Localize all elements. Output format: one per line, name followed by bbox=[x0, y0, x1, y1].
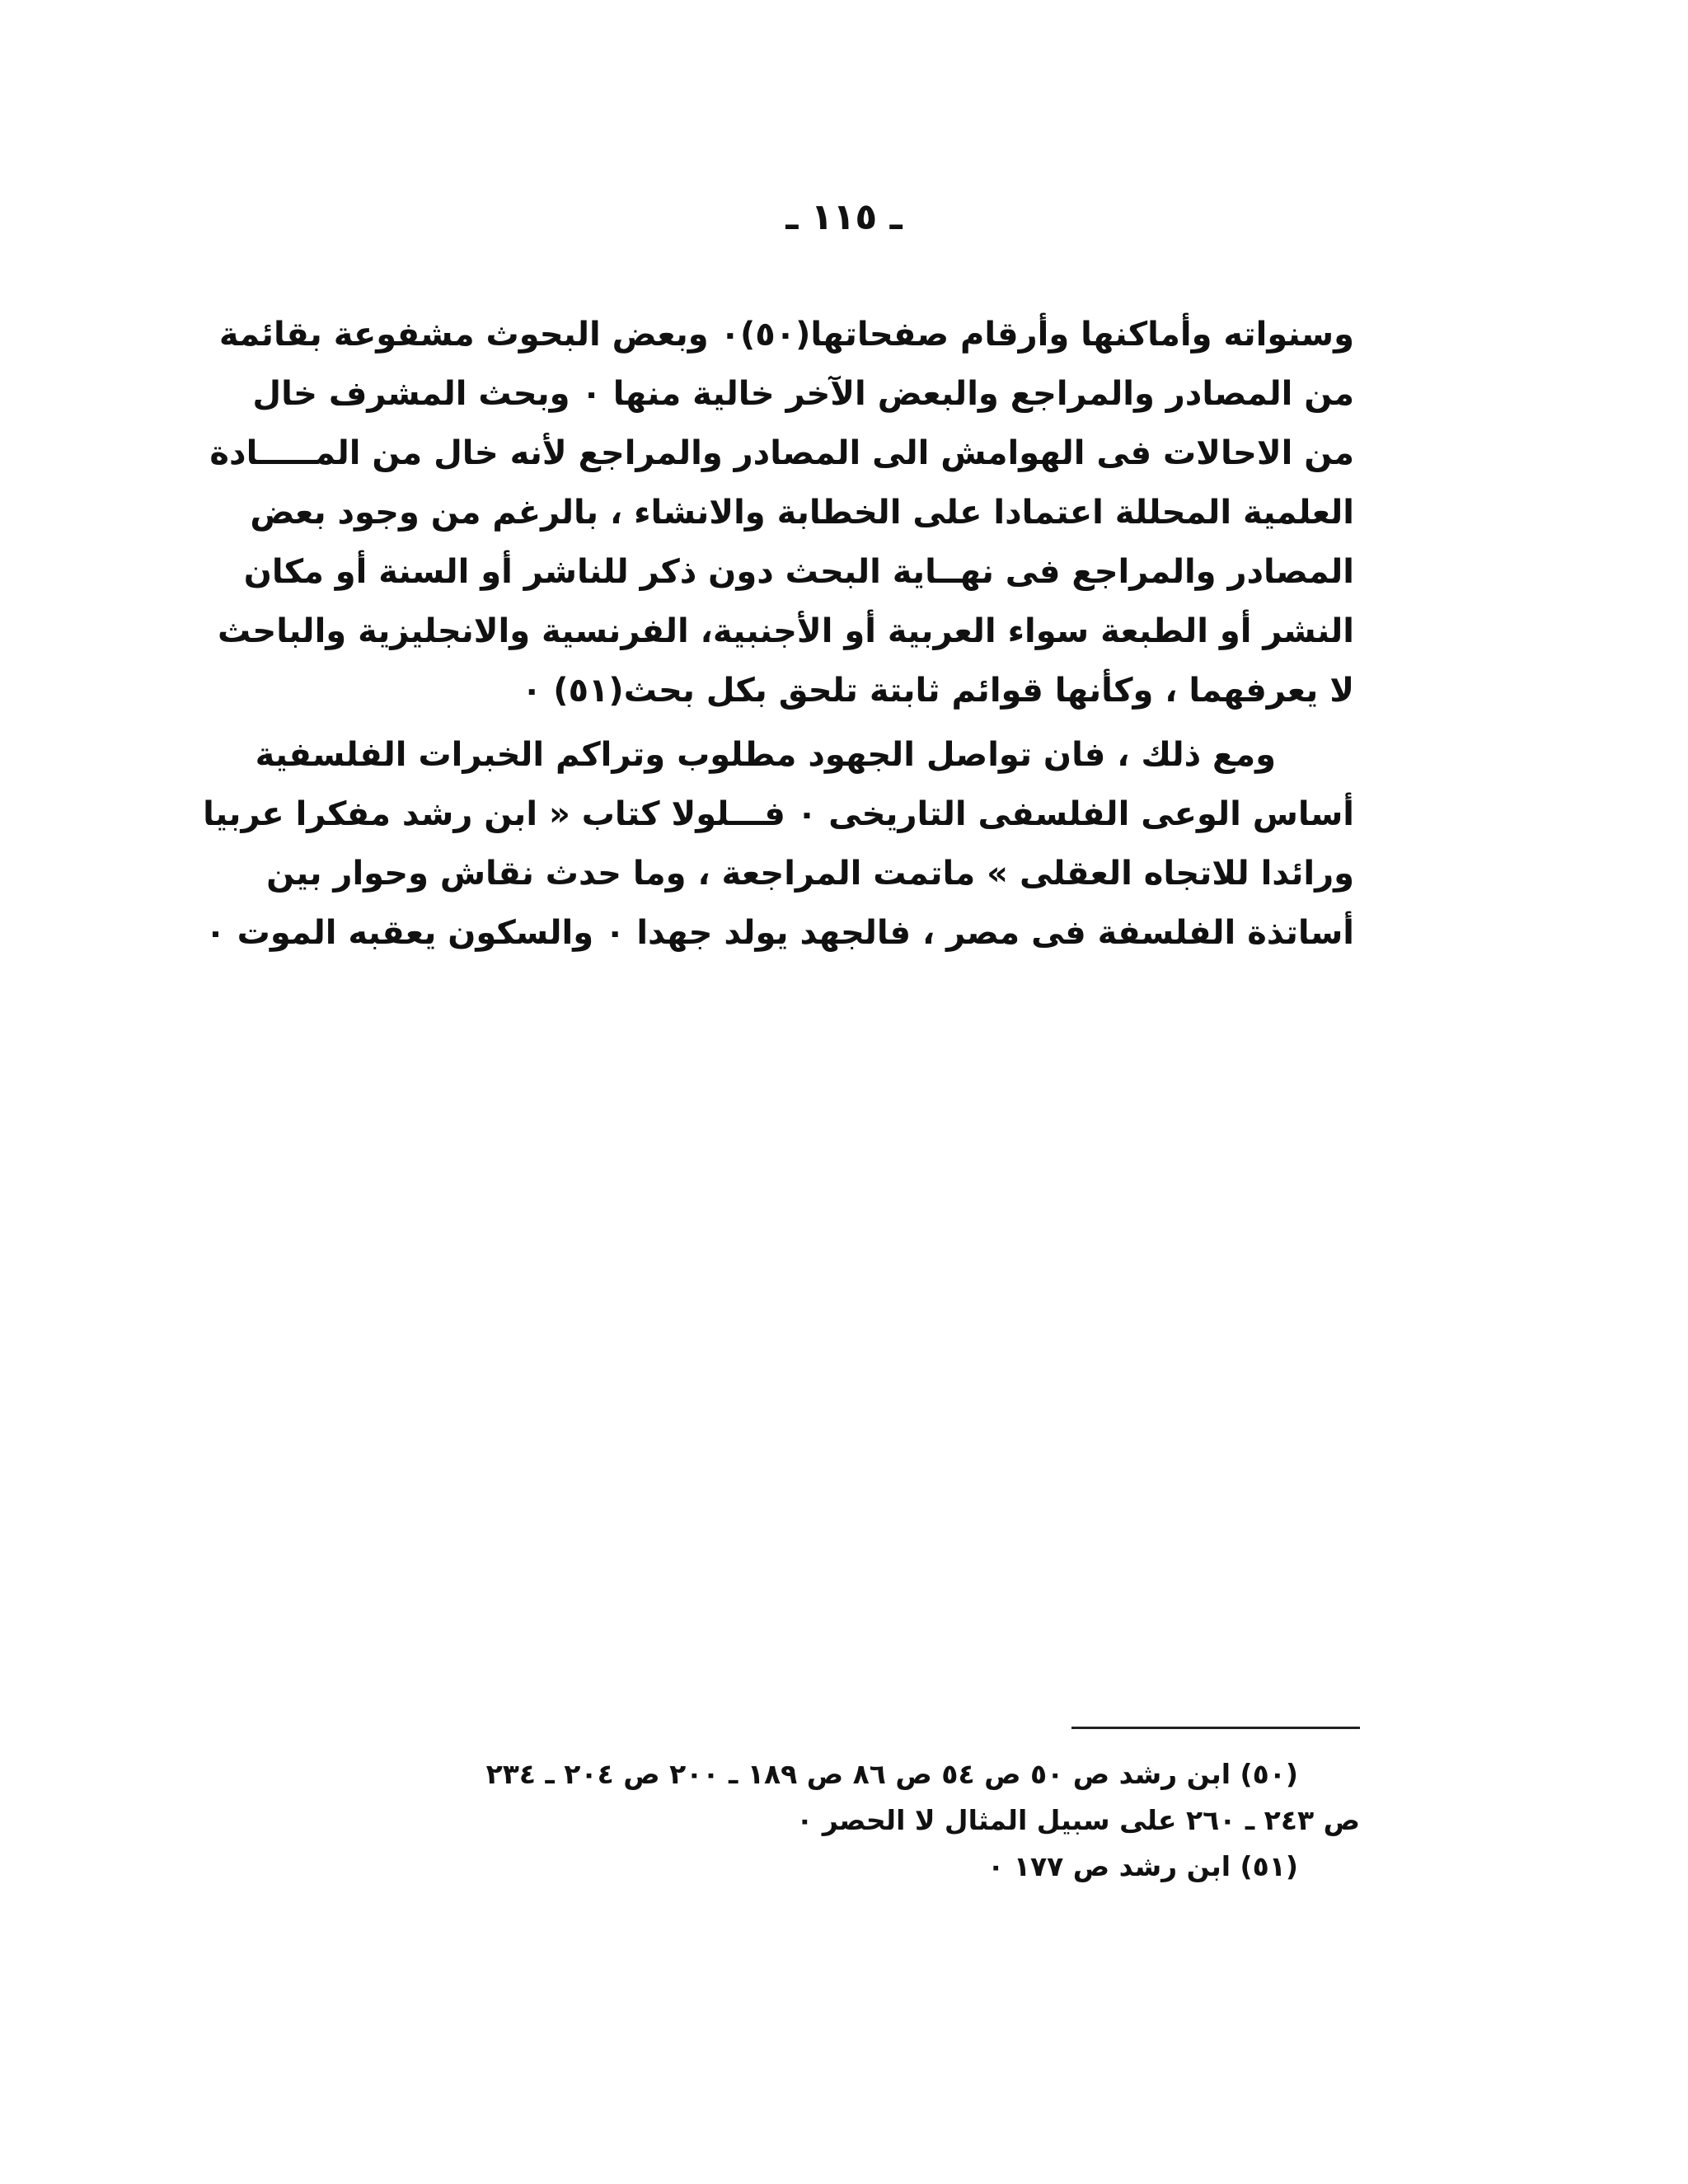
footnote-line: (٥١) ابن رشد ص ١٧٧ ٠ bbox=[987, 1850, 1298, 1882]
footnotes bbox=[320, 1751, 1360, 1890]
paragraph-line: ومع ذلك ، فان تواصل الجهود مطلوب وتراكم الخبرات الفلسفية bbox=[255, 736, 1276, 774]
paragraph-line: العلمية المحللة اعتمادا على الخطابة والانشاء ، بالرغم من وجود بعض bbox=[250, 494, 1354, 532]
page-number: ـ ١١٥ ـ bbox=[785, 196, 903, 238]
footnote-line: ص ٢٤٣ ـ ٢٦٠ على سبيل المثال لا الحصر ٠ bbox=[796, 1804, 1360, 1836]
paragraph-line: النشر أو الطبعة سواء العربية أو الأجنبية، الفرنسية والانجليزية والباحث bbox=[218, 612, 1354, 650]
paragraph-line: وسنواته وأماكنها وأرقام صفحاتها(٥٠)٠ وبعض البحوث مشفوعة بقائمة bbox=[218, 316, 1354, 354]
paragraph-2 bbox=[203, 725, 1354, 963]
paragraph-line: من المصادر والمراجع والبعض الآخر خالية منها ٠ وبحث المشرف خال bbox=[252, 375, 1354, 413]
paragraph-line: من الاحالات فى الهوامش الى المصادر والمراجع لأنه خال من المـــــادة bbox=[209, 434, 1354, 472]
paragraph-line: أساتذة الفلسفة فى مصر ، فالجهد يولد جهدا ٠ والسكون يعقبه الموت ٠ bbox=[205, 914, 1354, 952]
footnote-line: (٥٠) ابن رشد ص ٥٠ ص ٥٤ ص ٨٦ ص ١٨٩ ـ ٢٠٠ ص ٢٠٤ ـ ٢٣٤ bbox=[485, 1758, 1298, 1790]
footnote-divider bbox=[1071, 1727, 1360, 1729]
paragraph-line: أساس الوعى الفلسفى التاريخى ٠ فـــلولا كتاب « ابن رشد مفكرا عربيا bbox=[203, 795, 1354, 833]
paragraph-line: لا يعرفهما ، وكأنها قوائم ثابتة تلحق بكل بحث(٥١) ٠ bbox=[521, 672, 1354, 710]
paragraph-line: المصادر والمراجع فى نهــاية البحث دون ذكر للناشر أو السنة أو مكان bbox=[243, 553, 1354, 591]
paragraph-1 bbox=[209, 305, 1354, 720]
paragraph-line: ورائدا للاتجاه العقلى » ماتمت المراجعة ، وما حدث نقاش وحوار بين bbox=[266, 855, 1354, 893]
